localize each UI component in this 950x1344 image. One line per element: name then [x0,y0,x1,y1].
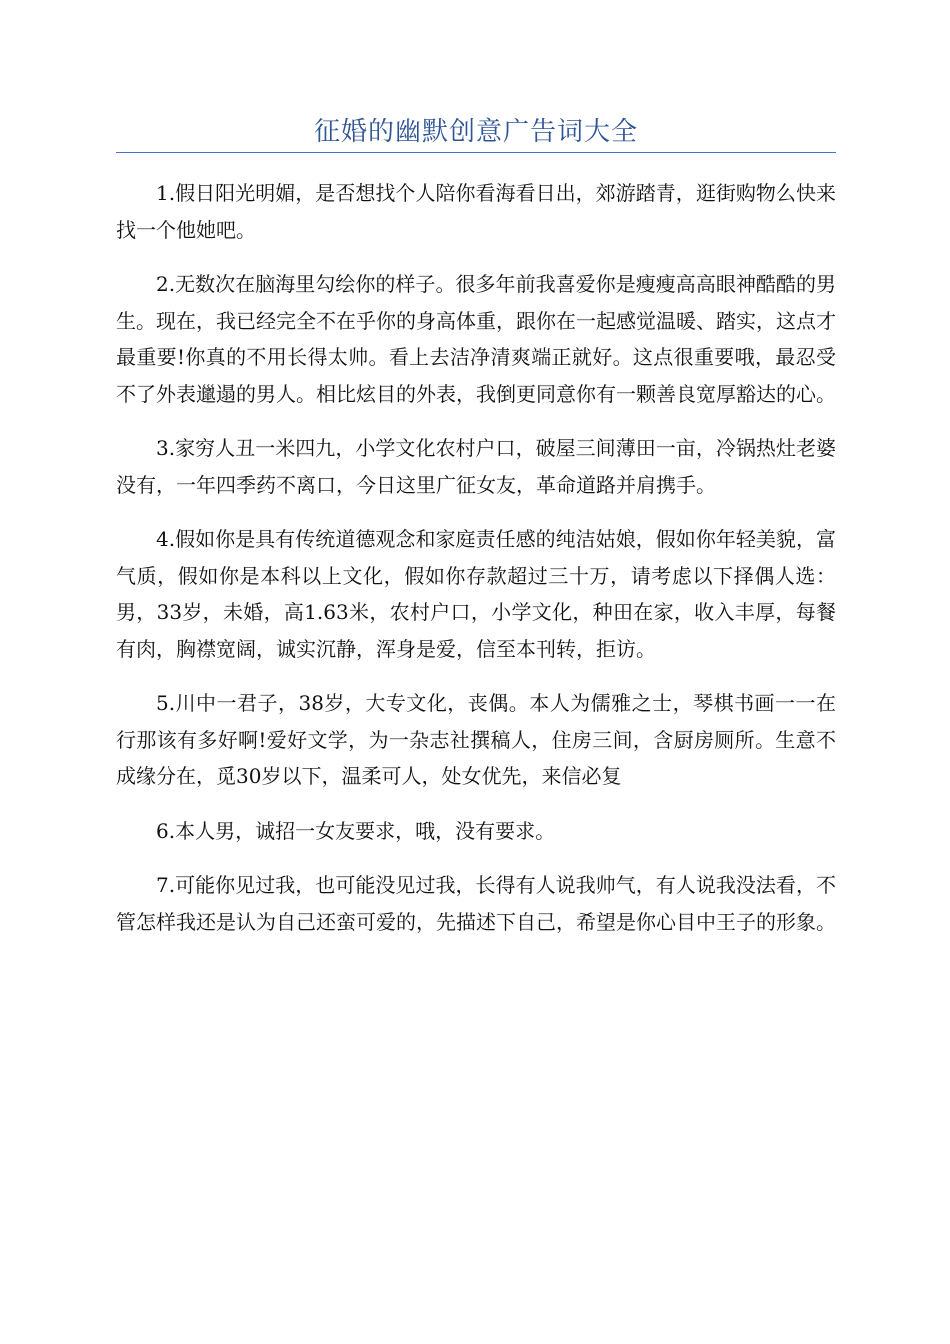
paragraph-5: 5.川中一君子，38岁，大专文化，丧偶。本人为儒雅之士，琴棋书画一一在行那该有多好啊!爱好文学，为一杂志社撰稿人，住房三间，含厨房厕所。生意不成缘分在，觅30岁以下，温柔可人，处女优先，来信必复 [116,691,836,788]
paragraph-7: 7.可能你见过我，也可能没见过我，长得有人说我帅气，有人说我没法看，不管怎样我还是认为自己还蛮可爱的，先描述下自己，希望是你心目中王子的形象。 [116,873,836,934]
paragraph-1: 1.假日阳光明媚，是否想找个人陪你看海看日出，郊游踏青，逛街购物么快来找一个他她吧。 [116,181,836,242]
title-underline [116,152,836,153]
paragraph-2: 2.无数次在脑海里勾绘你的样子。很多年前我喜爱你是瘦瘦高高眼神酷酷的男生。现在，我已经完全不在乎你的身高体重，跟你在一起感觉温暖、踏实，这点才最重要!你真的不用长得太帅。看上去洁净清爽端正就好。这点很重要哦，最忍受不了外表邋遢的男人。相比炫目的外表，我倒更同意你有一颗善良宽厚豁达的心。 [116,272,836,406]
paragraph-6: 6.本人男，诚招一女友要求，哦，没有要求。 [156,818,556,843]
paragraph-3: 3.家穷人丑一米四九，小学文化农村户口，破屋三间薄田一亩，冷锅热灶老婆没有，一年四季药不离口，今日这里广征女友，革命道路并肩携手。 [116,436,836,497]
document-title: 征婚的幽默创意广告词大全 [313,117,638,147]
paragraph-4: 4.假如你是具有传统道德观念和家庭责任感的纯洁姑娘，假如你年轻美貌，富气质，假如你是本科以上文化，假如你存款超过三十万，请考虑以下择偶人选：男，33岁，未婚，高1.63米，农村户口，小学文化，种田在家，收入丰厚，每餐有肉，胸襟宽阔，诚实沉静，浑身是爱，信至本刊转，拒访。 [116,527,836,661]
document-page [116,0,836,958]
document-body [116,175,836,940]
